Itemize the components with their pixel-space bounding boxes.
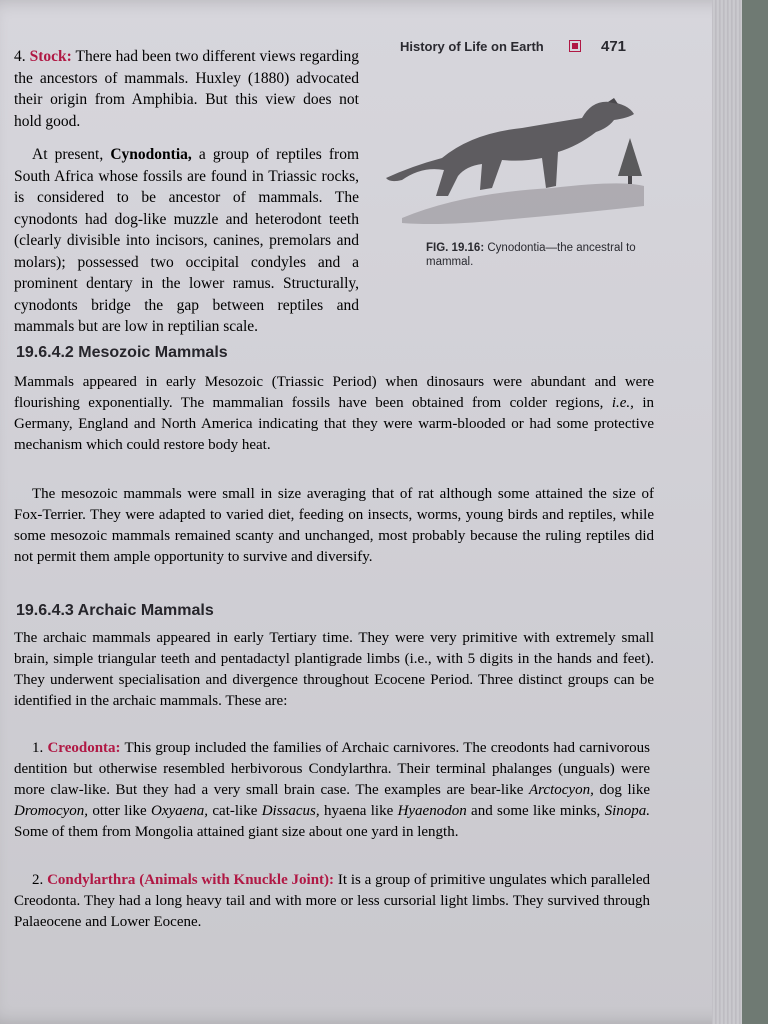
stock-paragraph bbox=[14, 46, 359, 132]
creodonta-text-b: dog like bbox=[599, 782, 651, 798]
page-number: 471 bbox=[600, 38, 627, 55]
running-header bbox=[400, 38, 626, 55]
figure-caption bbox=[426, 241, 646, 269]
creodonta-paragraph bbox=[14, 738, 650, 843]
creodonta-text-d: cat-like bbox=[212, 803, 258, 819]
header-square-icon bbox=[569, 40, 581, 52]
hyaenodon-name: Hyaenodon bbox=[397, 803, 467, 819]
creodonta-title: Creodonta: bbox=[47, 740, 121, 756]
creodonta-text-e: hyaena like bbox=[323, 803, 394, 819]
cynodontia-text: a group of reptiles from South Africa whose fossils are found in Triassic rocks, is considered to be ancestor of mammals. The cynodonts had dog-like muzzle and heterodont teeth (clearly divisible into incisors, canines, premolars and molars); possessed two occipital condyles and a prominent dentary in the lower ramus. Structurally, cynodonts bridge the gap between reptiles and mammals but are low in reptilian scale. bbox=[14, 146, 359, 335]
stock-number: 4. bbox=[14, 48, 26, 65]
condylarthra-number: 2. bbox=[32, 872, 44, 888]
mesozoic-p2: The mesozoic mammals were small in size averaging that of rat although some attained the size of Fox-Terrier. They were adapted to varied diet, feeding on insects, worms, young birds and reptiles, while some mesozoic mammals remained scanty and unchanged, most probably because the ruling reptiles did not permit them ample opportunity to survive and diversify. bbox=[14, 486, 654, 565]
tree-shape bbox=[618, 138, 642, 184]
sinopa-name: Sinopa. bbox=[604, 803, 651, 819]
oxyaena-name: Oxyaena, bbox=[150, 803, 209, 819]
condylarthra-title: Condylarthra (Animals with Knuckle Joint): bbox=[47, 872, 335, 888]
creodonta-text-c: otter like bbox=[92, 803, 147, 819]
mesozoic-p1-ie: i.e., bbox=[611, 395, 634, 411]
figure-caption-text: Cynodontia—the ancestral to mammal. bbox=[426, 242, 636, 268]
creodonta-text-g: Some of them from Mongolia attained giant size about one yard in length. bbox=[14, 824, 459, 840]
running-title: History of Life on Earth bbox=[400, 39, 544, 54]
mesozoic-p1-b: in Germany, England and North America indicating that they were warm-blooded or had some protective mechanism which could restore body heat. bbox=[14, 395, 655, 453]
arctocyon-name: Arctocyon, bbox=[528, 782, 594, 798]
mesozoic-paragraph-1 bbox=[14, 372, 654, 456]
mesozoic-paragraph-2 bbox=[14, 484, 654, 568]
condylarthra-paragraph bbox=[14, 870, 650, 933]
creodonta-text-a: This group included the families of Archaic carnivores. The creodonts had carnivorous dentition but otherwise resembled herbivorous Condylarthra. Their terminal phalanges (unguals) were more claw-like. But they had a very small brain case. The examples are bear-like bbox=[14, 740, 650, 798]
cynodontia-paragraph bbox=[14, 144, 359, 338]
dissacus-name: Dissacus, bbox=[261, 803, 320, 819]
creodonta-text-f: and some like minks, bbox=[471, 803, 601, 819]
stock-title: Stock: bbox=[29, 48, 72, 65]
archaic-heading: 19.6.4.3 Archaic Mammals bbox=[16, 602, 214, 619]
condylarthra-text: It is a group of primitive ungulates which paralleled Creodonta. They had a long heavy tail and with more or less cursorial light limbs. They survived through Palaeocene and Lower Eocene. bbox=[14, 872, 651, 930]
mesozoic-p1-a: Mammals appeared in early Mesozoic (Triassic Period) when dinosaurs were abundant and were flourishing exponentially. The mammalian fossils have been obtained from colder regions, bbox=[14, 374, 654, 411]
archaic-p1: The archaic mammals appeared in early Tertiary time. They were very primitive with extremely small brain, simple triangular teeth and pentadactyl plantigrade limbs (i.e., with 5 digits in the hands and feet). They underwent specialisation and divergence throughout Ecocene Period. Three distinct groups can be identified in the archaic mammals. These are: bbox=[14, 630, 654, 709]
cynodont-illustration bbox=[382, 88, 652, 238]
page-edges bbox=[712, 0, 742, 1024]
mesozoic-heading: 19.6.4.2 Mesozoic Mammals bbox=[16, 344, 228, 361]
dromocyon-name: Dromocyon, bbox=[14, 803, 89, 819]
figure-label: FIG. 19.16: bbox=[426, 242, 485, 254]
cynodont-figure bbox=[382, 88, 652, 238]
cynodontia-term: Cynodontia, bbox=[110, 146, 192, 163]
creodonta-number: 1. bbox=[32, 740, 44, 756]
cynodontia-prefix: At present, bbox=[32, 146, 104, 163]
archaic-paragraph-1 bbox=[14, 628, 654, 712]
stock-text-1: There had been two different views regarding the ancestors of mammals. Huxley (1880) advocated their origin from Amphibia. But this view does not hold good. bbox=[14, 48, 360, 130]
